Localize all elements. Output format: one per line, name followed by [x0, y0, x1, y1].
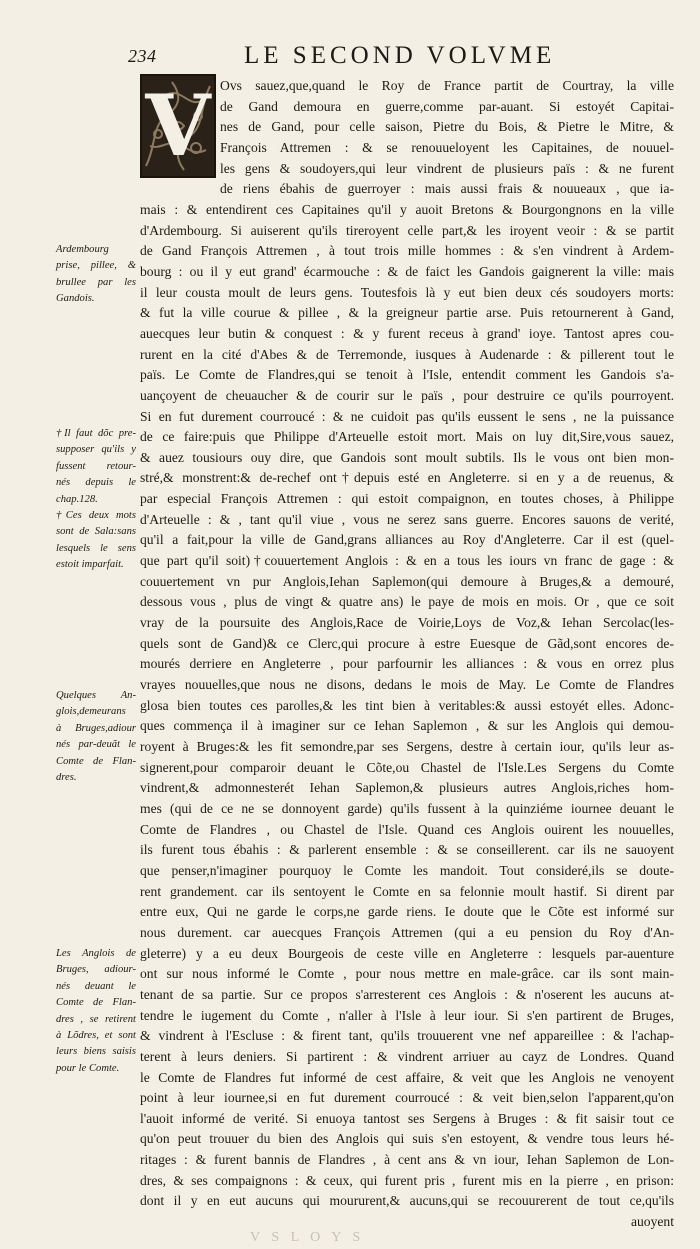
margin-note-line: leurs biens saisis	[56, 1046, 136, 1058]
text-line: que part qu'il soit)†couuertement Anglois : & en a tous les iours vn franc de gage : &	[140, 553, 674, 569]
margin-note-anglois-retirent	[56, 946, 136, 1077]
margin-note-line: fussent retour-	[56, 460, 136, 472]
initial-letter: V	[145, 76, 211, 175]
margin-note-line: Comte de Flan-	[56, 997, 136, 1009]
margin-note-line: supposer qu'ils y	[56, 444, 136, 456]
text-line: qu'il a fait,pour la ville de Gand,grans alliances au Roy d'Angleterre. Car il est (quel-	[140, 532, 674, 548]
margin-note-line: Gandois.	[56, 293, 95, 305]
margin-note-line: nés depuis le	[56, 477, 136, 489]
text-line: rent grandement. car ils sentoyent le Comte en sa felonnie moult hastif. Si dirent par	[140, 883, 674, 899]
text-line: de Gand demoura en guerre,comme par-auant. Si estoyét Capitai-	[220, 98, 674, 114]
text-line: qu'on peut trouuer du bien des Anglois qui suis s'en estoyent, & vendre tous leurs hé-	[140, 1131, 674, 1147]
text-line: uançoyent de cheuaucher & de courir sur le païs , pour destruire ce qu'ils pourroyent.	[140, 387, 674, 403]
margin-note-line: à Bruges,adiour	[56, 722, 136, 734]
margin-note-ardembourg	[56, 242, 136, 308]
running-head: LE SECOND VOLVME	[244, 42, 556, 69]
text-line: ques commença il à imaginer sur ce Iehan Saplemon , & sur les Anglois qui demou-	[140, 718, 674, 734]
text-line: gleterre) y a eu deux Bourgeois de ceste ville en Angleterre : lesquels par-auenture	[140, 945, 674, 961]
text-line: stré,& monstrent:& de-rechef ont†depuis esté en Angleterre. si en y a de reuenus, &	[140, 470, 674, 486]
text-line: rurent en la cité d'Abes & de Terremonde, iusques à Audenarde : & pillerent tout le	[140, 346, 674, 362]
text-line: ont sur nous informé le Comte , pour nous mettre en male-grâce. car ils sont main-	[140, 966, 674, 982]
text-line: & auez tousiours ouy dire, que Gandois sont moult subtils. Ils le vous ont bien mon-	[140, 449, 674, 465]
margin-note-line: chap.128.	[56, 493, 98, 505]
margin-note-line: Les Anglois de	[56, 948, 136, 959]
text-line: point à leur iournee,si en fut durement courroucé : & veit bien,selon l'apparent,qu'on	[140, 1090, 674, 1106]
margin-note-line: Bruges, adiour-	[56, 964, 136, 976]
margin-note-line: nés deuant le	[56, 980, 136, 992]
text-line: vindrent,& admonnesterét Iehan Saplemon,& plusieurs autres Anglois,riches hom-	[140, 780, 674, 796]
margin-note-line: glois,demeurans	[56, 706, 126, 718]
text-line: auecques leur butin & conquest : & y furent receus à grand' ioye. Tantost apres cou-	[140, 325, 674, 341]
bleed-through-text: V S L O Y S	[250, 1230, 365, 1245]
text-line: de riens ébahis de guerroyer : mais aussi frais & nouueaux , que ia-	[220, 181, 674, 197]
text-line: l'auoit informé de verité. Si enuoya tantost ses Sergens à Bruges : & fit saisir tout ce	[140, 1110, 674, 1126]
text-line: d'Ardembourg. Si auiserent qu'ils tireroyent celle part,& les iroyent veoir : & se partit	[140, 222, 674, 238]
text-line: il leur cousta moult de leurs gens. Toutesfois là y eut bien deux cés soudoyers morts:	[140, 284, 674, 300]
margin-note-line: †Il faut dõc pre-	[56, 428, 136, 439]
text-line: le Comte de Flandres fut informé de cest affaire, & veit que les Anglois ne venoyent	[140, 1069, 674, 1085]
text-line: d'Arteuelle : & , tant qu'il viue , vous ne serez sans guerre. Encores sauons de verité,	[140, 511, 674, 527]
margin-note-line: Quelques An-	[56, 690, 136, 701]
page-number: 234	[128, 46, 157, 66]
margin-note-line: dres , se retirent	[56, 1013, 136, 1025]
page-header	[0, 44, 700, 74]
text-line: vrayes nouuelles,que nous ne disons, dedans le mois de May. Le Comte de Flandres	[140, 677, 674, 693]
text-line: quels sont de Gand)& ce Clerc,qui procure à estre Euesque de Gãd,sont encores de-	[140, 635, 674, 651]
margin-note-line: †Ces deux mots	[56, 510, 136, 522]
text-line: glosa bien toutes ces parolles,& les tint bien à veritables:& aussi estoyét elles. Adonc-	[140, 697, 674, 713]
margin-note-depuis	[56, 426, 136, 574]
text-line: vray de la poursuite des Anglois,Race de Voirie,Loys de Voz,& Iehan Sercolac(les-	[140, 615, 674, 631]
text-line: signerent,pour comparoir deuant le Cõte,ou Chastel de l'Isle.Les Sergens du Comte	[140, 759, 674, 775]
margin-note-line: Comte de Flan-	[56, 755, 136, 767]
margin-note-line: pour le Comte.	[56, 1062, 120, 1074]
text-line: les gens & soudoyers,qui leur vindrent de plusieurs païs : & ne furent	[220, 160, 674, 176]
margin-note-line: nés par-deuãt le	[56, 739, 136, 751]
margin-note-line: Ardembourg	[56, 244, 109, 255]
text-line: par especial François Attremen : qui estoit compaignon, en toutes choses, à Philippe	[140, 491, 674, 507]
margin-note-line: prise, pillee, &	[56, 260, 136, 272]
text-line: terent à leurs deniers. Si partirent : & vindrent arriuer au cayz de Londres. Quand	[140, 1048, 674, 1064]
margin-note-line: lesquels le sens	[56, 542, 136, 554]
text-line: païs. Le Comte de Flandres,qui se tenoit à l'Isle, entendit comment les Gandois s'a-	[140, 367, 674, 383]
text-line: Comte de Flandres , ou Chastel de l'Isle. Quand ces Anglois ouirent les nouuelles,	[140, 821, 674, 837]
text-line: entre eux, Qui ne garde le corps,ne garde riens. Ie doute que le Cõte est informé sur	[140, 904, 674, 920]
text-line: mourés derriere en Angleterre , pour parfournir les alliances : & vous en orrez plus	[140, 656, 674, 672]
text-line: nes de Gand, pour celle saison, Pietre du Bois, & Pietre le Mitre, &	[220, 119, 674, 135]
text-line: Ovs sauez,que,quand le Roy de France partit de Courtray, la ville	[220, 78, 674, 93]
text-line: de ce faire:puis que Philippe d'Arteuelle estoit mort. Mais on luy dit,Sire,vous sauez,	[140, 429, 674, 445]
text-line: nous durement. car auecques François Attremen (qui a eu pension du Roy d'An-	[140, 924, 674, 940]
text-line: dres, & ses compaignons : & ceux, qui furent pris , furent mis en la pierre , en prison:	[140, 1172, 674, 1188]
text-line: auoyent	[630, 1214, 674, 1230]
margin-note-anglois-adiournes	[56, 688, 136, 786]
margin-note-line: estoit imparfait.	[56, 559, 124, 571]
text-line: que penser,n'imaginer pourquoy le Comte les mandoit. Tout consideré,ils se doute-	[140, 862, 674, 878]
text-line: mais : & entendirent ces Capitaines qu'il y auoit Bretons & Bourgongnons en la ville	[140, 201, 674, 217]
margin-note-line: dres.	[56, 772, 77, 784]
text-line: dont il y en eut aucuns qui moururent,& aucuns,qui se recouurerent de tout ce,qu'ils	[140, 1193, 674, 1209]
text-line: ritages : & furent bannis de Flandres , à cent ans & vn iour, Iehan Saplemon de Lon-	[140, 1152, 674, 1168]
margin-note-line: brullee par les	[56, 276, 136, 288]
margin-note-line: sont de Sala:sans	[56, 526, 136, 538]
body-text	[140, 76, 674, 1233]
text-line: dessous vous , plus de vingt & quatre ans) le paye de mois en mois. Or , que ce soit	[140, 594, 674, 610]
text-line: & fut la ville courue & pillee , & la greigneur partie arse. Puis retournerent à Gand,	[140, 305, 674, 321]
text-line: de Gand François Attremen , à tout trois mille hommes : & s'en vindrent à Ardem-	[140, 243, 674, 259]
text-line: ils furent tous ébahis : & parlerent ensemble : & se conseillerent. car ils ne sauoyent	[140, 842, 674, 858]
text-line: bourg : ou il y eut grand' écarmouche : & de faict les Gandois gaignerent la ville: mais	[140, 263, 674, 279]
text-line: François Attremen : & se renouueloyent les Capitaines, de nouuel-	[220, 139, 674, 155]
margin-note-line: à Lõdres, et sont	[56, 1030, 136, 1042]
text-line: & vindrent à l'Escluse : & firent tant, qu'ils trouuerent vne nef appareillee : & l'achap-	[140, 1028, 674, 1044]
text-line: tenant de sa partie. Sur ce propos s'arresterent ces Anglois : & n'oserent les aucuns at-	[140, 986, 674, 1002]
text-line: tendre le iugement du Comte , n'aller à l'Isle à leur iour. Si s'en partirent de Bruges,	[140, 1007, 674, 1023]
text-line: royent à Bruges:& les fit semondre,par ses Sergens, destre à certain iour, qu'ils leur as-	[140, 739, 674, 754]
text-line: couuertement vn pur Anglois,Iehan Saplemon(qui demoure à Bruges,& a demouré,	[140, 573, 674, 589]
text-line: mes (qui de ce ne se donnoyent garde) qu'ils fussent à la quinziéme iournee deuant le	[140, 800, 674, 816]
text-line: Si en fut durement courroucé : & ne cuidoit pas qu'ils eussent le sens , ne la puissance	[140, 408, 674, 424]
